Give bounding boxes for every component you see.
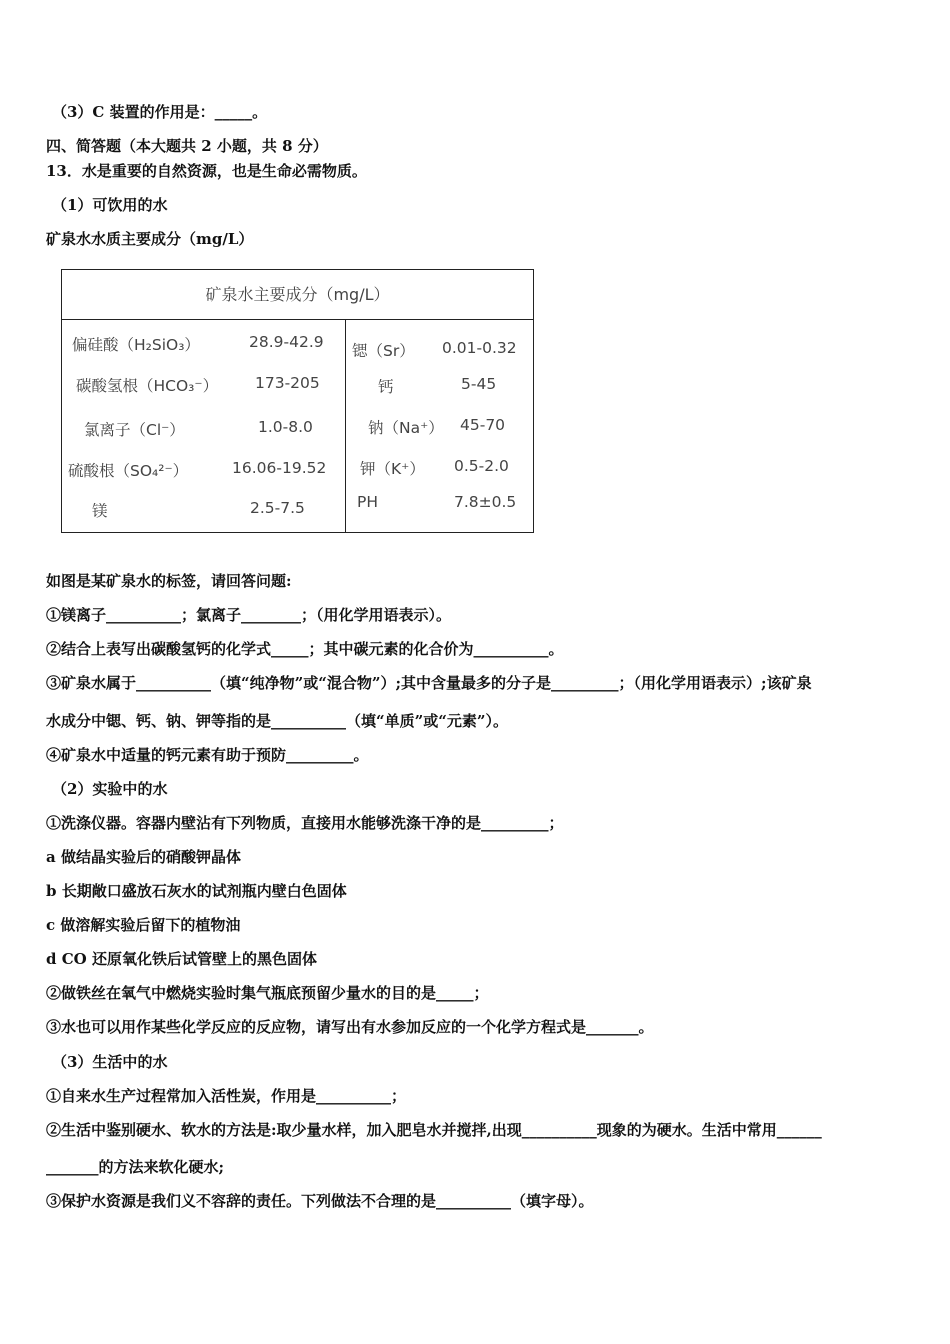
question-c-device: （3）C 装置的作用是：_____。 bbox=[52, 103, 268, 121]
question-13-title: 13．水是重要的自然资源，也是生命必需物质。 bbox=[46, 162, 367, 180]
left-row-4-value: 16.06-19.52 bbox=[232, 459, 327, 477]
option-d: d CO 还原氧化铁后试管壁上的黑色固体 bbox=[46, 950, 317, 968]
left-row-3-name: 氯离子（Cl⁻） bbox=[84, 421, 185, 439]
table-caption: 矿泉水水质主要成分（mg/L） bbox=[46, 230, 254, 248]
question-3b: 水成分中锶、钙、钠、钾等指的是__________（填“单质”或“元素”）。 bbox=[46, 712, 509, 730]
option-c: c 做溶解实验后留下的植物油 bbox=[46, 916, 241, 934]
sub-heading-lab-water: （2）实验中的水 bbox=[52, 780, 168, 798]
right-row-1-value: 0.01-0.32 bbox=[442, 339, 517, 357]
question-1: ①镁离子__________；氯离子________；（用化学用语表示）。 bbox=[46, 606, 452, 624]
option-b: b 长期敞口盛放石灰水的试剂瓶内壁白色固体 bbox=[46, 882, 347, 900]
mineral-water-table bbox=[61, 269, 534, 533]
question-hard-water-a: ②生活中鉴别硬水、软水的方法是:取少量水样，加入肥皂水并搅拌,出现__________现象的为硬水。生活中常用______ bbox=[46, 1121, 822, 1139]
sub-heading-drinkable-water: （1）可饮用的水 bbox=[52, 196, 168, 214]
question-hard-water-b: _______的方法来软化硬水; bbox=[46, 1158, 225, 1176]
option-a: a 做结晶实验后的硝酸钾晶体 bbox=[46, 848, 241, 866]
table-divider bbox=[345, 319, 346, 532]
question-iron-wire: ②做铁丝在氧气中燃烧实验时集气瓶底预留少量水的目的是_____； bbox=[46, 984, 489, 1002]
table-title: 矿泉水主要成分（mg/L） bbox=[62, 270, 533, 320]
left-row-2-name: 碳酸氢根（HCO₃⁻） bbox=[76, 377, 219, 395]
left-row-2-value: 173-205 bbox=[255, 374, 320, 392]
question-intro: 如图是某矿泉水的标签，请回答问题: bbox=[46, 572, 292, 590]
right-row-2-value: 5-45 bbox=[461, 375, 497, 393]
left-row-1-name: 偏硅酸（H₂SiO₃） bbox=[72, 336, 200, 354]
left-row-5-name: 镁 bbox=[92, 502, 108, 520]
left-row-5-value: 2.5-7.5 bbox=[250, 499, 305, 517]
right-row-4-value: 0.5-2.0 bbox=[454, 457, 509, 475]
question-2: ②结合上表写出碳酸氢钙的化学式_____；其中碳元素的化合价为__________。 bbox=[46, 640, 564, 658]
question-3a: ③矿泉水属于__________（填“纯净物”或“混合物”）;其中含量最多的分子是_________；（用化学用语表示）;该矿泉 bbox=[46, 674, 812, 692]
question-activated-carbon: ①自来水生产过程常加入活性炭，作用是__________； bbox=[46, 1087, 407, 1105]
right-row-4-name: 钾（K⁺） bbox=[360, 460, 425, 478]
left-row-3-value: 1.0-8.0 bbox=[258, 418, 313, 436]
question-equation: ③水也可以用作某些化学反应的反应物，请写出有水参加反应的一个化学方程式是_______。 bbox=[46, 1018, 654, 1036]
right-row-2-name: 钙 bbox=[378, 378, 394, 396]
right-row-5-name: PH bbox=[357, 493, 379, 511]
question-wash: ①洗涤仪器。容器内壁沾有下列物质，直接用水能够洗涤干净的是_________； bbox=[46, 814, 564, 832]
question-protect-water: ③保护水资源是我们义不容辞的责任。下列做法不合理的是__________（填字母）。 bbox=[46, 1192, 594, 1210]
question-4: ④矿泉水中适量的钙元素有助于预防_________。 bbox=[46, 746, 369, 764]
sub-heading-life-water: （3）生活中的水 bbox=[52, 1053, 168, 1071]
right-row-3-value: 45-70 bbox=[460, 416, 506, 434]
right-row-3-name: 钠（Na⁺） bbox=[368, 419, 444, 437]
right-row-5-value: 7.8±0.5 bbox=[454, 493, 517, 511]
left-row-4-name: 硫酸根（SO₄²⁻） bbox=[68, 462, 189, 480]
left-row-1-value: 28.9-42.9 bbox=[249, 333, 324, 351]
section-heading: 四、简答题（本大题共 2 小题，共 8 分） bbox=[46, 137, 328, 155]
right-row-1-name: 锶（Sr） bbox=[352, 342, 415, 360]
